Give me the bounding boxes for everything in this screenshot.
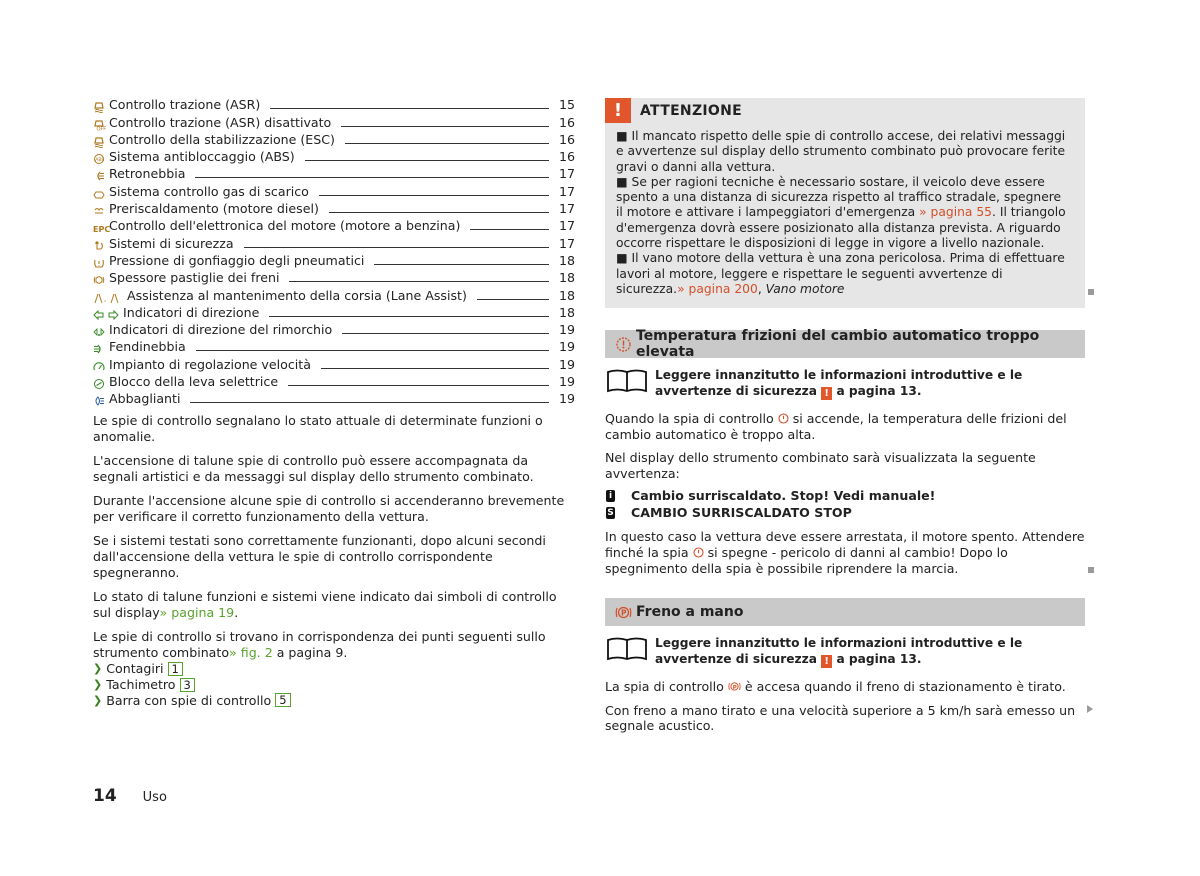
svg-text:P: P <box>621 608 627 618</box>
toc-leader <box>341 126 549 127</box>
toc-row[interactable] <box>93 373 575 390</box>
svg-text:P: P <box>732 684 737 691</box>
svg-text:OFF: OFF <box>96 126 107 133</box>
text: Le spie di controllo si trovano in corrispondenza dei punti seguenti sullo strumento combinato <box>93 629 546 661</box>
toc-label: Impianto di regolazione velocità <box>109 356 311 372</box>
airbag-icon <box>93 240 105 252</box>
toc-list <box>93 96 575 407</box>
toc-label: Controllo trazione (ASR) disattivato <box>109 114 332 130</box>
toc-leader <box>288 385 549 386</box>
toc-row[interactable] <box>93 217 575 234</box>
read-first-note <box>605 635 1085 668</box>
lane-assist-icon <box>93 292 123 304</box>
toc-label: Sistema antibloccaggio (ABS) <box>109 149 295 165</box>
traction-control-off-icon <box>93 119 105 131</box>
text: Il vano motore della vettura è una zona pericolosa. Prima di effettuare lavori al motore, leggere e rispettare le seguenti avvertenze di sicurezza. <box>616 251 1065 296</box>
toc-label: Controllo della stabilizzazione (ESC) <box>109 131 335 147</box>
gearbox-temperature-icon <box>615 336 632 353</box>
toc-leader <box>190 402 549 403</box>
page-link[interactable]: » pagina 19 <box>159 605 235 621</box>
note-text <box>655 635 1085 668</box>
toc-label: Abbaglianti <box>109 391 181 407</box>
toc-page: 18 <box>559 252 576 268</box>
item-label: Contagiri <box>106 661 164 677</box>
chevron-right-icon: ❯ <box>93 662 103 676</box>
text: a pagina 9. <box>272 645 348 661</box>
text: Vano motore <box>765 281 845 296</box>
callout-number: 3 <box>180 678 195 692</box>
toc-label: Sistemi di sicurezza <box>109 235 234 251</box>
toc-label: Fendinebbia <box>109 339 186 355</box>
toc-row[interactable] <box>93 200 575 217</box>
list-item <box>93 661 575 677</box>
traction-control-icon <box>93 101 105 113</box>
text: Leggere innanzitutto le informazioni introduttive e le avvertenze di sicurezza <box>655 636 1023 667</box>
toc-leader <box>345 143 549 144</box>
text: CAMBIO SURRISCALDATO STOP <box>631 505 852 521</box>
text: In questo caso la vettura deve essere arrestata, il motore spento. Attendere finché la spia <box>605 529 1085 560</box>
selector-lock-icon <box>93 378 105 390</box>
toc-leader <box>329 212 549 213</box>
brake-pads-icon <box>93 274 105 286</box>
paragraph: Nel display dello strumento combinato sarà visualizzata la seguente avvertenza: <box>605 450 1036 481</box>
toc-label: Indicatori di direzione del rimorchio <box>109 322 333 338</box>
paragraph: L'accensione di talune spie di controllo può essere accompagnata da segnali artistici e da messaggi sul display dello strumento combinato. <box>93 453 534 485</box>
text: si spegne - pericolo di danni al cambio! Dopo lo spegnimento della spia è possibile riprendere la marcia. <box>605 544 1008 576</box>
continue-arrow-icon <box>1087 705 1093 713</box>
book-icon <box>605 636 649 662</box>
section-title: Temperatura frizioni del cambio automatico troppo elevata <box>636 328 1040 360</box>
toc-row[interactable] <box>93 304 575 321</box>
toc-label: Assistenza al mantenimento della corsia (Lane Assist) <box>127 287 467 303</box>
paragraph <box>605 411 1085 442</box>
parking-brake-icon <box>728 681 741 692</box>
warning-icon: ! <box>605 98 631 123</box>
toc-label: Controllo dell'elettronica del motore (motore a benzina) <box>109 218 461 234</box>
toc-leader <box>470 229 549 230</box>
item-label: Tachimetro <box>106 676 176 692</box>
toc-label: Retronebbia <box>109 166 186 182</box>
toc-page: 18 <box>559 287 576 303</box>
page-link[interactable]: » pagina 200 <box>677 281 758 296</box>
toc-leader <box>244 247 549 248</box>
toc-page: 18 <box>559 304 576 320</box>
text: Leggere innanzitutto le informazioni introduttive e le avvertenze di sicurezza <box>655 368 1023 398</box>
toc-page: 17 <box>559 183 576 199</box>
toc-row[interactable] <box>93 182 575 199</box>
toc-leader <box>321 368 549 369</box>
text: Il mancato rispetto delle spie di controllo accese, dei relativi messaggi e avvertenze sul display dello strumento combinato può provocare ferite gravi o danni alla vettura. <box>616 129 1066 174</box>
fog-light-icon <box>93 343 105 355</box>
list-item <box>93 693 575 709</box>
warning-body <box>605 123 1085 297</box>
paragraph: Le spie di controllo segnalano lo stato attuale di determinate funzioni o anomalie. <box>93 413 543 445</box>
callout-number: 1 <box>168 662 183 676</box>
info-icon: i <box>606 490 615 502</box>
toc-row[interactable] <box>93 234 575 251</box>
epc-icon <box>93 222 111 235</box>
right-column <box>605 98 1085 734</box>
display-message <box>605 504 1085 521</box>
toc-leader <box>196 350 549 351</box>
toc-page: 18 <box>559 270 576 286</box>
square-bullet-icon: ■ <box>616 251 632 266</box>
chapter-label: Uso <box>142 790 167 805</box>
section-end-marker <box>1088 289 1094 295</box>
display-message <box>605 487 1085 504</box>
text: . Il triangolo d'emergenza dovrà essere posizionato alla distanza prevista. A riguardo occorre rispettare le disposizioni di legge in vigore a livello nazionale. <box>616 205 1066 251</box>
toc-row[interactable] <box>93 148 575 165</box>
stability-control-icon <box>93 136 105 148</box>
svg-text:,: , <box>104 294 107 303</box>
segment-display-icon: S <box>607 507 614 518</box>
toc-page: 16 <box>559 114 576 130</box>
rear-fog-icon <box>93 170 105 182</box>
toc-leader <box>269 316 549 317</box>
paragraph <box>605 529 1085 576</box>
paragraph: Durante l'accensione alcune spie di controllo si accenderanno brevemente per verificare il corretto funzionamento della vettura. <box>93 493 565 525</box>
text: La spia di controllo <box>605 679 724 695</box>
page-number: 14 <box>93 786 117 806</box>
toc-row[interactable] <box>93 96 575 113</box>
toc-leader <box>342 333 549 334</box>
book-icon <box>605 368 649 394</box>
gearbox-temperature-icon <box>693 547 704 558</box>
toc-page: 17 <box>559 235 576 251</box>
text: è accesa quando il freno di stazionamento è tirato. <box>744 679 1066 695</box>
warning-icon: ! <box>821 655 832 668</box>
parking-brake-icon <box>615 604 632 621</box>
toc-page: 16 <box>559 149 576 165</box>
page-link[interactable]: » pagina 55 <box>919 205 992 220</box>
text: Se per ragioni tecniche è necessario sostare, il veicolo deve essere spento a una distanza di sicurezza rispetto al traffico stradale, spegnere il motore e attivare i lampeggiatori d'emergenza <box>616 174 1062 220</box>
toc-row[interactable] <box>93 390 575 407</box>
toc-label: Preriscaldamento (motore diesel) <box>109 201 319 217</box>
text: Lo stato di talune funzioni e sistemi viene indicato dai simboli di controllo sul display <box>93 589 557 621</box>
toc-page: 17 <box>559 218 576 234</box>
paragraph <box>605 679 1085 695</box>
left-column <box>93 96 575 708</box>
gearbox-temperature-icon <box>778 413 789 424</box>
toc-page: 19 <box>559 322 576 338</box>
text: Cambio surriscaldato. Stop! Vedi manuale! <box>631 488 936 504</box>
text: Quando la spia di controllo <box>605 411 774 426</box>
toc-page: 17 <box>559 166 576 182</box>
toc-row[interactable] <box>93 338 575 355</box>
text: a pagina 13. <box>836 652 922 667</box>
paragraph: Se i sistemi testati sono correttamente funzionanti, dopo alcuni secondi dall'accensione della vettura le spie di controllo corrispondente spegneranno. <box>93 533 546 581</box>
warning-icon: ! <box>821 387 832 400</box>
toc-row[interactable] <box>93 355 575 372</box>
toc-row[interactable] <box>93 321 575 338</box>
note-text <box>655 367 1085 400</box>
square-bullet-icon: ■ <box>616 129 632 143</box>
toc-label: Sistema controllo gas di scarico <box>109 183 309 199</box>
toc-page: 17 <box>559 201 576 217</box>
warning-box <box>605 98 1085 308</box>
toc-leader <box>319 195 549 196</box>
paragraph: Con freno a mano tirato e una velocità superiore a 5 km/h sarà emesso un segnale acustico. <box>605 702 1076 734</box>
toc-label: Spessore pastiglie dei freni <box>109 270 280 286</box>
toc-label: Controllo trazione (ASR) <box>109 97 261 113</box>
section-title: Freno a mano <box>636 604 744 621</box>
warning-header <box>605 98 1085 123</box>
trailer-signal-icon <box>93 326 105 338</box>
toc-page: 16 <box>559 131 576 147</box>
toc-page: 19 <box>559 391 576 407</box>
text: si accende, la temperatura delle frizioni del cambio automatico è troppo alta. <box>605 411 1067 442</box>
toc-row[interactable] <box>93 131 575 148</box>
text: . <box>234 605 239 621</box>
chevron-right-icon: ❯ <box>93 693 103 707</box>
read-first-note <box>605 367 1085 400</box>
toc-page: 19 <box>559 356 576 372</box>
tyre-pressure-icon <box>93 257 105 269</box>
square-bullet-icon: ■ <box>616 174 632 189</box>
glow-plug-icon <box>93 205 105 217</box>
chevron-right-icon: ❯ <box>93 677 103 691</box>
toc-leader <box>477 299 549 300</box>
paragraph <box>93 589 575 621</box>
callout-number: 5 <box>275 693 290 707</box>
figure-link[interactable]: » fig. 2 <box>229 645 273 661</box>
toc-page: 15 <box>559 97 576 113</box>
toc-leader <box>289 281 549 282</box>
list-item <box>93 677 575 693</box>
toc-leader <box>270 108 549 109</box>
warning-title: ATTENZIONE <box>640 102 742 119</box>
page-footer <box>93 786 167 806</box>
toc-label: Blocco della leva selettrice <box>109 374 279 390</box>
section-heading <box>605 598 1085 626</box>
toc-row[interactable] <box>93 286 575 303</box>
svg-text:EPC: EPC <box>93 225 111 235</box>
section-end-marker <box>1088 567 1094 573</box>
warning-bullet <box>616 251 1069 297</box>
toc-row[interactable] <box>93 113 576 133</box>
turn-signal-icon <box>93 309 119 321</box>
toc-page: 19 <box>559 374 576 390</box>
cruise-control-icon <box>93 361 105 373</box>
location-list <box>93 661 575 708</box>
toc-leader <box>305 160 549 161</box>
high-beam-icon <box>93 395 105 407</box>
warning-bullet <box>616 175 1069 251</box>
paragraph <box>93 629 575 661</box>
toc-label: Indicatori di direzione <box>123 304 260 320</box>
toc-leader <box>374 264 549 265</box>
section-heading <box>605 330 1085 358</box>
text: a pagina 13. <box>836 384 922 398</box>
toc-page: 19 <box>559 339 576 355</box>
toc-row[interactable] <box>93 252 575 269</box>
exhaust-icon <box>93 188 105 200</box>
toc-row[interactable] <box>93 269 575 286</box>
warning-bullet <box>616 129 1069 175</box>
svg-text:ABS: ABS <box>95 157 105 163</box>
display-messages <box>605 487 1085 521</box>
toc-label: Pressione di gonfiaggio degli pneumatici <box>109 252 365 268</box>
toc-leader <box>195 177 549 178</box>
item-label: Barra con spie di controllo <box>106 692 272 708</box>
abs-icon <box>93 153 105 165</box>
toc-row[interactable] <box>93 165 575 182</box>
text: , <box>757 281 766 296</box>
